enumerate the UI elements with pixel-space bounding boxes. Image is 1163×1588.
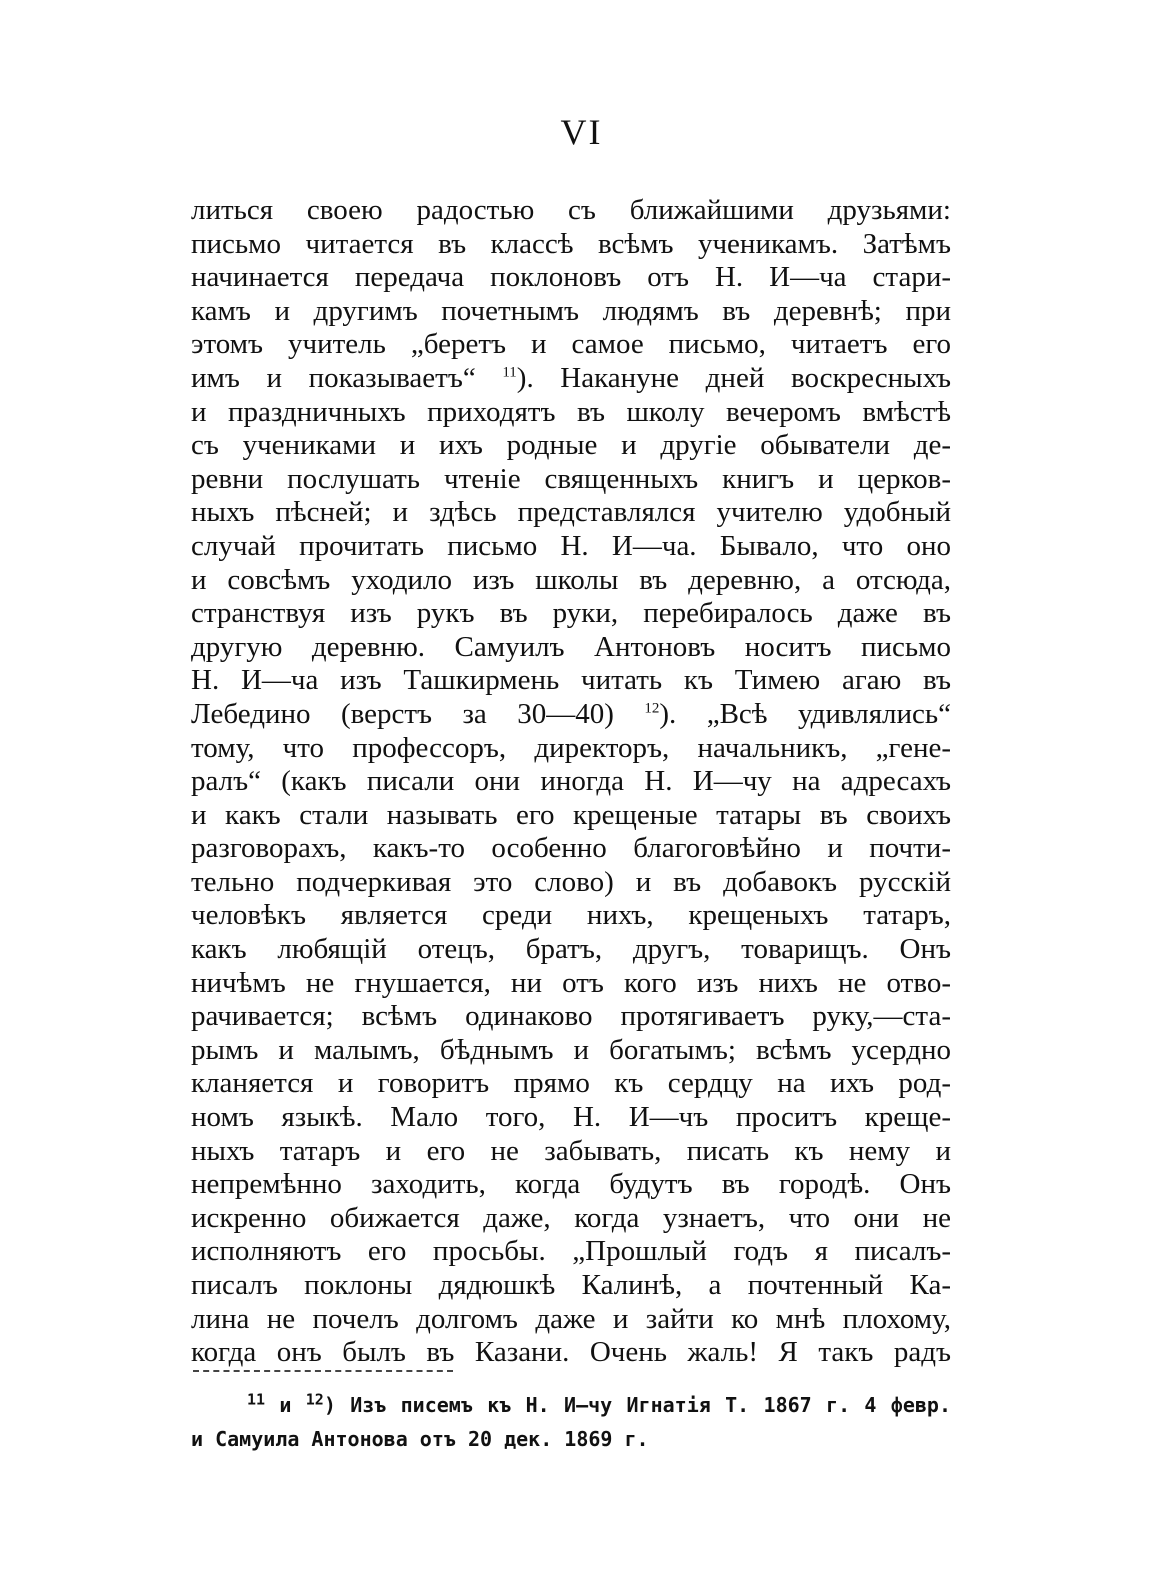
text-line: ныхъ пѣсней; и здѣсь представлялся учителю удобный [191,496,951,529]
text-line: тельно подчеркивая это слово) и въ добавокъ русскій [191,865,951,898]
text-line: и совсѣмъ уходило изъ школы въ деревню, а отсюда, [191,563,951,596]
text-line: странствуя изъ рукъ въ руки, перебиралось даже въ [191,597,951,630]
text-line: съ учениками и ихъ родные и другіе обыватели де- [191,429,951,462]
text-line: этомъ учитель „беретъ и самое письмо, читаетъ его [191,328,951,361]
footnote-conjunction: и [265,1393,306,1417]
text-line: номъ языкѣ. Мало того, Н. И—чъ проситъ креще- [191,1101,951,1134]
text-line: и праздничныхъ приходятъ въ школу вечеромъ вмѣстѣ [191,395,951,428]
text-line: письмо читается въ классѣ всѣмъ ученикамъ. Затѣмъ [191,227,951,260]
text-line: искренно обижается даже, когда узнаетъ, что они не [191,1201,951,1234]
footnote-ref: 11 [502,364,517,381]
footnote-ref: 12 [644,700,660,717]
text-line: лина не почелъ долгомъ даже и зайти ко мнѣ плохому, [191,1302,951,1335]
footnote-line [191,1388,951,1422]
text-line: начинается передача поклоновъ отъ Н. И—ча стари- [191,261,951,294]
text-line: человѣкъ является среди нихъ, крещеныхъ татаръ, [191,899,951,932]
text-line: непремѣнно заходить, когда будутъ въ городѣ. Онъ [191,1168,951,1201]
text-line: рымъ и малымъ, бѣднымъ и богатымъ; всѣмъ усердно [191,1033,951,1066]
text-segment: имъ и показываетъ“ [191,361,476,394]
text-line: ныхъ татаръ и его не забывать, писать къ нему и [191,1134,951,1167]
text-line: камъ и другимъ почетнымъ людямъ въ деревнѣ; при [191,294,951,327]
text-line: ревни послушать чтеніе священныхъ книгъ и церков- [191,462,951,495]
text-line: исполняютъ его просьбы. „Прошлый годъ я писалъ- [191,1235,951,1268]
text-line: какъ любящій отецъ, братъ, другъ, товарищъ. Онъ [191,933,951,966]
footnote-marker [247,1390,324,1417]
footnote-text: ) Изъ писемъ къ Н. И—чу Игнатія Т. 1867 г. 4 февр. [323,1393,951,1417]
text-line: Н. И—ча изъ Ташкирмень читать къ Тимею агаю въ [191,664,951,697]
text-line: разговорахъ, какъ-то особенно благоговѣйно и почти- [191,832,951,865]
text-line: рачивается; всѣмъ одинаково протягиваетъ руку,—ста- [191,1000,951,1033]
footnote-ref: 12 [305,1390,324,1409]
body-text [191,194,951,1370]
text-line: и какъ стали называть его крещеные татары въ своихъ [191,798,951,831]
text-segment: ). Накануне дней воскресныхъ [516,361,951,394]
text-line: тому, что профессоръ, директоръ, начальникъ, „гене- [191,731,951,764]
footnote-ref: 11 [247,1390,266,1409]
text-line-with-footnote-ref [191,362,951,396]
text-line-with-footnote-ref [191,698,951,732]
text-line: литься своею радостью съ ближайшими друзьями: [191,194,951,226]
footnotes [191,1388,951,1456]
text-line: случай прочитать письмо Н. И—ча. Бывало, что оно [191,529,951,562]
text-line: ничѣмъ не гнушается, ни отъ кого изъ нихъ не отво- [191,966,951,999]
text-segment: ). „Всѣ удивлялись“ [659,697,951,730]
text-line: кланяется и говоритъ прямо къ сердцу на ихъ род- [191,1067,951,1100]
text-line: ралъ“ (какъ писали они иногда Н. И—чу на адресахъ [191,765,951,798]
text-line: другую деревню. Самуилъ Антоновъ носитъ письмо [191,630,951,663]
footnote-divider [193,1370,453,1372]
text-line: когда онъ былъ въ Казани. Очень жаль! Я такъ радъ [191,1336,951,1369]
text-segment: Лебедино (верстъ за 30—40) [191,697,614,730]
footnote-line: и Самуила Антонова отъ 20 дек. 1869 г. [191,1427,649,1451]
text-line: писалъ поклоны дядюшкѣ Калинѣ, а почтенный Ка- [191,1269,951,1301]
page-number: VI [560,112,603,152]
